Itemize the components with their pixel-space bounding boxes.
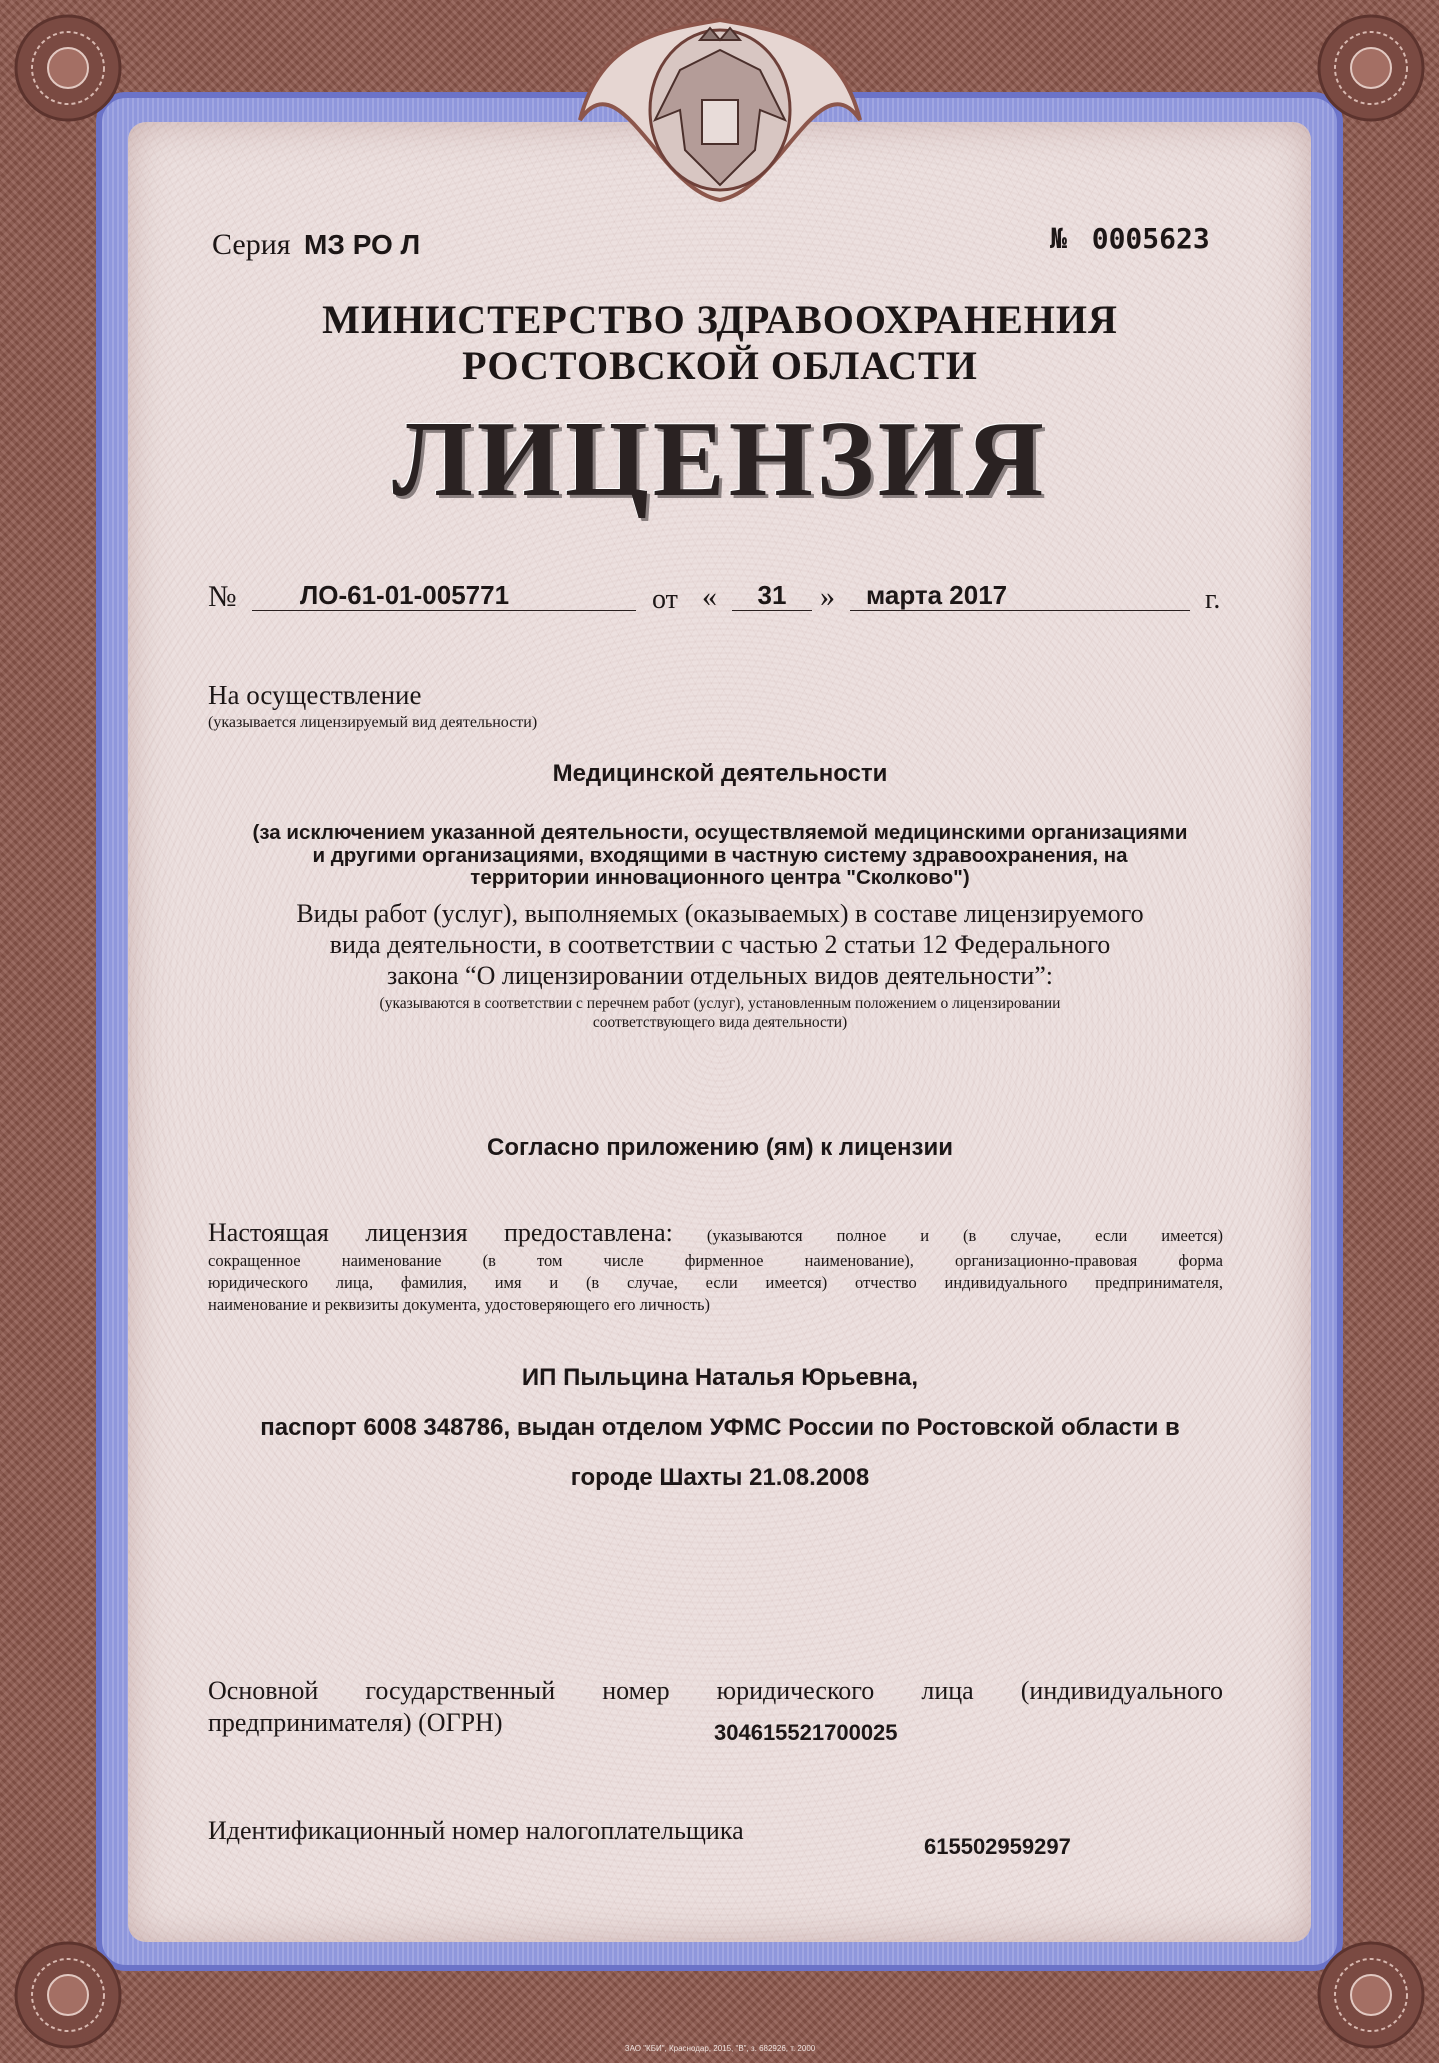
activity-note: [150, 822, 1290, 890]
works-label: [200, 898, 1240, 992]
works-hint-line-1: (указываются в соответствии с перечнем работ (услуг), установленным положением о лицензировании: [379, 995, 1061, 1012]
corner-rosette-icon: [1311, 1935, 1431, 2055]
ogrn-label-line-1: Основной государственный номер юридического лица (индивидуального: [208, 1676, 1223, 1705]
year-suffix: г.: [1205, 584, 1221, 615]
activity-note-line-1: (за исключением указанной деятельности, осуществляемой медицинскими организациями: [252, 821, 1188, 844]
coat-of-arms-emblem-icon: [560, 0, 880, 215]
holder-passport-line-2: городе Шахты 21.08.2008: [570, 1464, 870, 1491]
ministry-line-2: РОСТОВСКОЙ ОБЛАСТИ: [462, 343, 978, 388]
form-number-line: [1050, 222, 1210, 255]
series-line: [212, 228, 420, 262]
activity-note-line-2: и другими организациями, входящими в частную систему здравоохранения, на: [312, 843, 1128, 867]
works-label-line-2: вида деятельности, в соответствии с частью 2 статьи 12 Федерального: [329, 930, 1111, 960]
inn-label: Идентификационный номер налогоплательщика: [208, 1816, 744, 1845]
holder-name: ИП Пыльцина Наталья Юрьевна,: [521, 1364, 919, 1391]
activity-hint: (указывается лицензируемый вид деятельности): [208, 714, 538, 731]
holder-hint-line-1: (указываются полное и (в случае, если имеется): [706, 1226, 1224, 1245]
license-day: 31: [757, 580, 787, 610]
holder-hint-line-2: сокращенное наименование (в том числе фирменное наименование), организационно-правовая форма: [208, 1251, 1223, 1271]
open-quote: «: [702, 580, 717, 613]
corner-rosette-icon: [8, 1935, 128, 2055]
ogrn-label-line-2: предпринимателя) (ОГРН): [208, 1708, 503, 1737]
activity-note-line-3: территории инновационного центра "Сколково"): [470, 866, 970, 890]
holder-block: [208, 1216, 1223, 1316]
license-from-label: от: [652, 584, 678, 615]
works-value: Согласно приложению (ям) к лицензии: [487, 1134, 953, 1161]
license-no-value: ЛО-61-01-005771: [300, 580, 510, 610]
works-label-line-3: закона “О лицензировании отдельных видов деятельности”:: [386, 961, 1053, 991]
activity-value: Медицинской деятельности: [552, 760, 888, 787]
series-label: Серия: [212, 228, 291, 261]
series-value: МЗ РО Л: [304, 229, 421, 260]
printer-imprint: ЗАО "КБИ", Краснодар, 2015, "В", з. 682926, т. 2000: [624, 2044, 816, 2053]
ogrn-value: 304615521700025: [714, 1720, 898, 1745]
ministry-line-1: МИНИСТЕРСТВО ЗДРАВООХРАНЕНИЯ: [322, 297, 1118, 342]
holder-hint-line-3: юридического лица, фамилия, имя и (в случае, если имеется) отчество индивидуального предпринимателя,: [208, 1273, 1223, 1293]
holder-passport-line-1: паспорт 6008 348786, выдан отделом УФМС России по Ростовской области в: [260, 1414, 1180, 1441]
holder-label: Настоящая лицензия предоставлена:: [208, 1218, 673, 1247]
corner-rosette-icon: [1311, 8, 1431, 128]
works-hint-line-2: соответствующего вида деятельности): [592, 1014, 848, 1032]
form-number-label: №: [1050, 222, 1067, 255]
document-title: ЛИЦЕНЗИЯ: [392, 400, 1048, 519]
works-label-line-1: Виды работ (услуг), выполняемых (оказываемых) в составе лицензируемого: [296, 899, 1144, 928]
corner-rosette-icon: [8, 8, 128, 128]
works-hint: [200, 994, 1240, 1033]
license-month-year: марта 2017: [866, 580, 1008, 610]
inn-value: 615502959297: [924, 1834, 1071, 1859]
close-quote: »: [820, 580, 835, 613]
holder-hint-line-4: наименование и реквизиты документа, удостоверяющего его личность): [208, 1294, 711, 1314]
activity-label: На осуществление: [208, 680, 422, 710]
form-number-value: 0005623: [1091, 222, 1210, 255]
license-no-label: №: [208, 580, 237, 613]
